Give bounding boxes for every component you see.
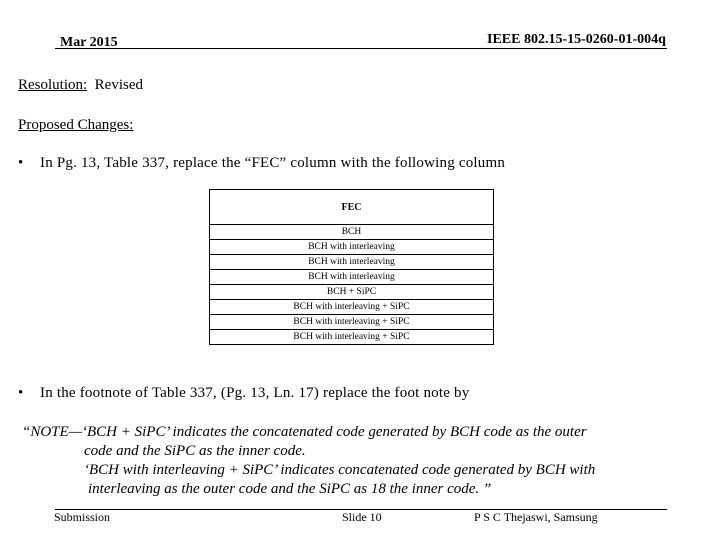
- fec-table-header: FEC: [210, 190, 494, 225]
- fec-table-cell: BCH: [210, 225, 494, 240]
- header-document-id: IEEE 802.15-15-0260-01-004q: [487, 32, 666, 47]
- fec-table-cell: BCH with interleaving: [210, 270, 494, 285]
- note-line: ‘BCH with interleaving + SiPC’ indicates concatenated code generated by BCH with: [84, 462, 596, 478]
- table-row: [210, 240, 494, 255]
- fec-table-cell: BCH + SiPC: [210, 285, 494, 300]
- table-row: [210, 315, 494, 330]
- footer-author: P S C Thejaswi, Samsung: [474, 510, 598, 524]
- note-line: code and the SiPC as the inner code.: [84, 443, 306, 459]
- fec-table-cell: BCH with interleaving: [210, 240, 494, 255]
- bullet-text-replace-fec-column: In Pg. 13, Table 337, replace the “FEC” column with the following column: [40, 155, 506, 171]
- table-row: [210, 270, 494, 285]
- fec-table: [209, 189, 494, 345]
- resolution-value: Revised: [94, 77, 143, 93]
- table-row: [210, 300, 494, 315]
- bullet-text-replace-footnote: In the footnote of Table 337, (Pg. 13, Ln. 17) replace the foot note by: [40, 385, 470, 401]
- fec-table-cell: BCH with interleaving + SiPC: [210, 315, 494, 330]
- bullet-marker: •: [18, 155, 24, 171]
- resolution-label: Resolution:: [18, 77, 88, 93]
- table-row: [210, 225, 494, 240]
- table-row: [210, 330, 494, 345]
- table-row: [210, 255, 494, 270]
- fec-table-header-row: [210, 190, 494, 225]
- fec-table-cell: BCH with interleaving: [210, 255, 494, 270]
- note-line: “NOTE—‘BCH + SiPC’ indicates the concatenated code generated by BCH code as the outer: [22, 424, 587, 440]
- header-date: Mar 2015: [60, 35, 118, 50]
- note-line: interleaving as the outer code and the SiPC as 18 the inner code. ”: [88, 481, 492, 497]
- fec-table-cell: BCH with interleaving + SiPC: [293, 332, 410, 342]
- footer-submission: Submission: [54, 510, 111, 524]
- bullet-marker: •: [18, 385, 24, 401]
- table-row: [210, 285, 494, 300]
- footer-slide-number: Slide 10: [342, 510, 382, 524]
- header-divider: [55, 48, 667, 49]
- fec-table-cell: BCH with interleaving + SiPC: [210, 300, 494, 315]
- resolution-line: [18, 77, 143, 94]
- proposed-changes-heading: Proposed Changes:: [18, 117, 134, 133]
